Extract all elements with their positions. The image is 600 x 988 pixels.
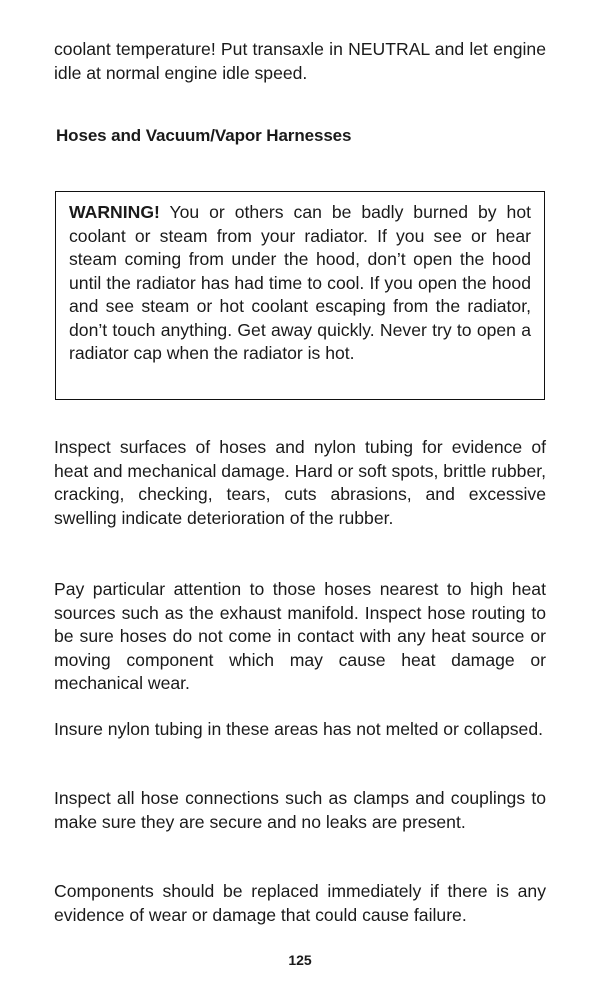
warning-label: WARNING! — [69, 202, 160, 222]
warning-text — [69, 201, 531, 366]
paragraph-replace-components: Components should be replaced immediately if there is any evidence of wear or damage that could cause failure. — [54, 881, 546, 925]
paragraph-inspect-surfaces: Inspect surfaces of hoses and nylon tubing for evidence of heat and mechanical damage. Hard or soft spots, brittle rubber, cracking, checking, tears, cuts abrasions, and excessive swelling indicate deterioration of the rubber. — [54, 437, 546, 528]
intro-paragraph: coolant temperature! Put transaxle in NEUTRAL and let engine idle at normal engine idle speed. — [54, 39, 546, 83]
section-heading: Hoses and Vacuum/Vapor Harnesses — [56, 126, 352, 145]
paragraph-heat-sources: Pay particular attention to those hoses nearest to high heat sources such as the exhaust manifold. Inspect hose routing to be sure hoses do not come in contact with any heat source or moving component which may cause heat damage or mechanical wear. — [54, 579, 546, 693]
paragraph-nylon-tubing: Insure nylon tubing in these areas has not melted or collapsed. — [54, 719, 544, 739]
warning-box — [55, 191, 545, 400]
warning-body: You or others can be badly burned by hot coolant or steam from your radiator. If you see or hear steam coming from under the hood, don’t open the hood until the radiator has had time to cool. If you open the hood and see steam or hot coolant escaping from the radiator, don’t touch anything. Get away quickly. Never try to open a radiator cap when the radiator is hot. — [69, 202, 531, 363]
page-number: 125 — [288, 952, 312, 968]
paragraph-hose-connections: Inspect all hose connections such as clamps and couplings to make sure they are secure and no leaks are present. — [54, 788, 546, 832]
